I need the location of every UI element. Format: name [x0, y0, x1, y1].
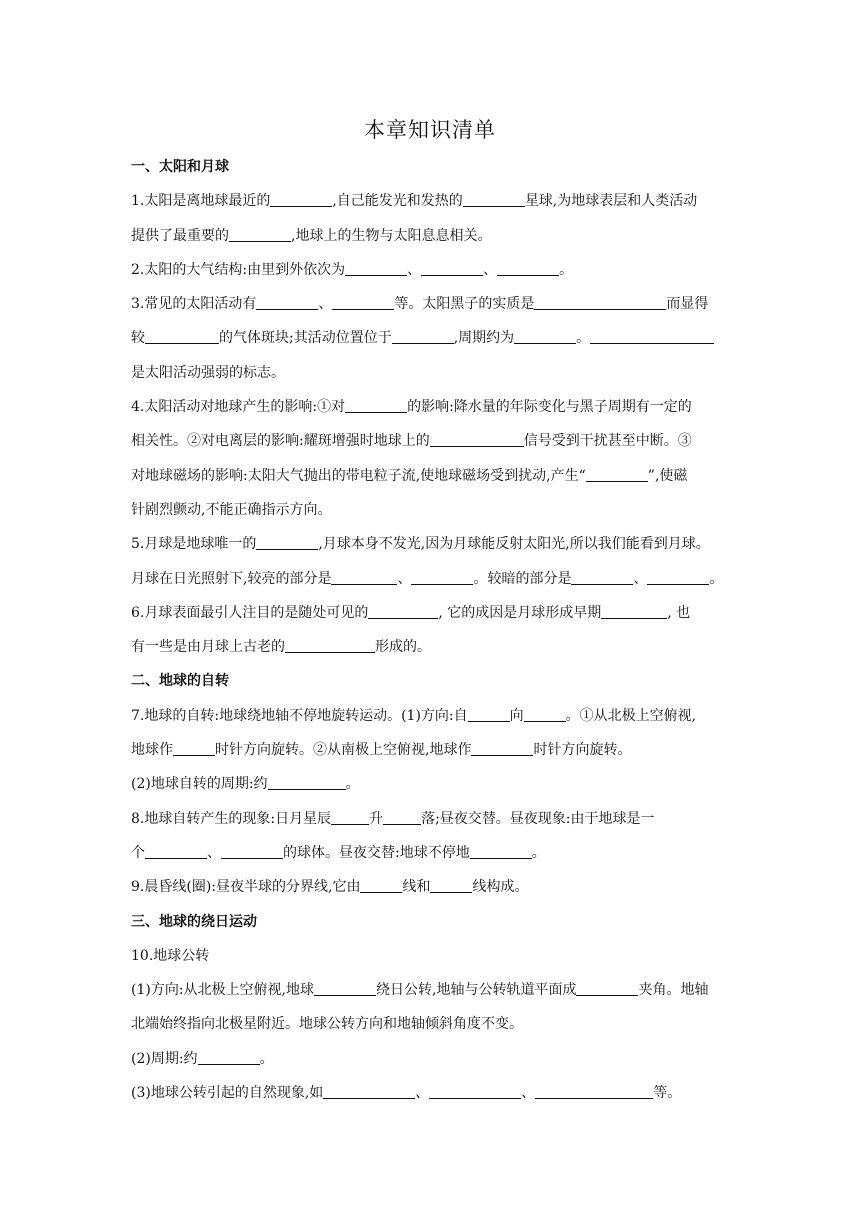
text-segment: 夹角。地轴: [638, 982, 709, 999]
text-line: [131, 562, 745, 596]
text-segment: 、: [415, 1085, 430, 1102]
text-line: [131, 253, 745, 287]
text-segment: 、: [633, 570, 648, 587]
fill-in-blank[interactable]: [383, 810, 421, 825]
text-segment: 线和: [402, 879, 431, 896]
text-line: [131, 493, 745, 527]
text-segment: 。: [576, 330, 591, 347]
text-segment: , 它的成因是月球形成早期: [438, 604, 602, 621]
text-line: [131, 733, 745, 767]
fill-in-blank[interactable]: [314, 981, 376, 996]
text-segment: 针剧烈颤动,不能正确指示方向。: [131, 501, 332, 518]
text-segment: 、: [207, 844, 221, 861]
text-segment: ”,使磁: [647, 467, 688, 484]
text-segment: 二、地球的自转: [131, 673, 229, 690]
text-segment: 地球作: [131, 742, 173, 759]
text-segment: 向: [509, 707, 524, 724]
fill-in-blank[interactable]: [360, 878, 402, 893]
fill-in-blank[interactable]: [463, 192, 525, 207]
text-segment: 。①从北极上空俯视,: [565, 707, 697, 724]
fill-in-blank[interactable]: [173, 741, 215, 756]
text-segment: 、: [397, 570, 412, 587]
fill-in-blank[interactable]: [471, 741, 533, 756]
fill-in-blank[interactable]: [392, 329, 454, 344]
text-segment: 的影响:降水量的年际变化与黑子周期有一定的: [407, 399, 692, 416]
text-segment: 10.地球公转: [131, 947, 210, 964]
fill-in-blank[interactable]: [368, 604, 438, 619]
fill-in-blank[interactable]: [470, 844, 532, 859]
text-segment: 的气体斑块;其活动位置位于: [219, 330, 392, 347]
text-segment: 。: [559, 261, 574, 278]
text-segment: 升: [369, 810, 384, 827]
fill-in-blank[interactable]: [198, 1050, 260, 1065]
text-segment: 时针方向旋转。②从南极上空俯视,地球作: [215, 742, 472, 759]
text-segment: 、: [521, 1085, 536, 1102]
fill-in-blank[interactable]: [256, 295, 318, 310]
knowledge-list: [131, 150, 745, 1110]
fill-in-blank[interactable]: [270, 192, 332, 207]
text-line: [131, 184, 745, 218]
text-segment: 、: [318, 296, 333, 313]
text-line: [131, 459, 745, 493]
fill-in-blank[interactable]: [430, 878, 472, 893]
text-line: [131, 767, 745, 801]
text-line: [131, 287, 745, 321]
text-line: [131, 939, 745, 973]
fill-in-blank[interactable]: [571, 570, 633, 585]
fill-in-blank[interactable]: [601, 604, 667, 619]
fill-in-blank[interactable]: [524, 707, 566, 722]
text-segment: 3.常见的太阳活动有: [131, 296, 257, 313]
text-line: [131, 973, 745, 1007]
text-segment: 等。太阳黑子的实质是: [394, 296, 535, 313]
text-segment: 时针方向旋转。: [533, 742, 632, 759]
text-segment: 1.太阳是离地球最近的: [131, 193, 271, 210]
fill-in-blank[interactable]: [590, 329, 714, 344]
text-segment: (3)地球公转引起的自然现象,如: [131, 1085, 324, 1102]
text-segment: 线构成。: [472, 879, 529, 896]
text-line: [131, 802, 745, 836]
text-segment: 7.地球的自转:地球绕地轴不停地旋转运动。(1)方向:自: [131, 707, 468, 724]
text-segment: 星球,为地球表层和人类活动: [524, 193, 698, 210]
text-line: [131, 699, 745, 733]
text-line: [131, 321, 745, 355]
text-line: [131, 1042, 745, 1076]
text-segment: 等。: [653, 1085, 682, 1102]
fill-in-blank[interactable]: [332, 295, 394, 310]
fill-in-blank[interactable]: [514, 329, 576, 344]
text-segment: 三、地球的绕日运动: [131, 913, 257, 930]
text-segment: 信号受到干扰甚至中断。③: [523, 433, 692, 450]
fill-in-blank[interactable]: [331, 570, 397, 585]
text-segment: (1)方向:从北极上空俯视,地球: [131, 982, 314, 999]
text-line: [131, 424, 745, 458]
fill-in-blank[interactable]: [468, 707, 510, 722]
text-segment: 8.地球自转产生的现象:日月星辰: [131, 810, 332, 827]
text-segment: (2)周期:约: [131, 1050, 198, 1067]
text-segment: ,月球本身不发光,因为月球能反射太阳光,所以我们能看到月球。: [318, 536, 710, 553]
page-title: 本章知识清单: [364, 118, 496, 142]
fill-in-blank[interactable]: [268, 775, 346, 790]
text-segment: 。: [345, 776, 360, 793]
text-segment: 月球在日光照射下,较亮的部分是: [131, 570, 332, 587]
section-heading: [131, 905, 745, 939]
fill-in-blank[interactable]: [411, 570, 473, 585]
text-segment: 有一些是由月球上古老的: [131, 639, 285, 656]
fill-in-blank[interactable]: [534, 295, 666, 310]
fill-in-blank[interactable]: [145, 329, 219, 344]
text-segment: ,周期约为: [453, 330, 515, 347]
fill-in-blank[interactable]: [497, 261, 559, 276]
text-segment: , 也: [667, 604, 691, 621]
fill-in-blank[interactable]: [221, 844, 283, 859]
text-line: [131, 630, 745, 664]
text-segment: 对地球磁场的影响:太阳大气抛出的带电粒子流,使地球磁场受到扰动,产生“: [131, 467, 586, 484]
fill-in-blank[interactable]: [323, 1084, 415, 1099]
text-segment: (2)地球自转的周期:约: [131, 776, 268, 793]
text-segment: 。: [709, 570, 724, 587]
text-segment: 。较暗的部分是: [473, 570, 572, 587]
text-line: [131, 390, 745, 424]
fill-in-blank[interactable]: [229, 227, 291, 242]
fill-in-blank[interactable]: [256, 535, 318, 550]
text-line: [131, 1076, 745, 1110]
text-segment: 形成的。: [375, 639, 431, 656]
text-segment: 提供了最重要的: [131, 227, 229, 244]
fill-in-blank[interactable]: [421, 261, 483, 276]
text-segment: 一、太阳和月球: [131, 159, 229, 175]
fill-in-blank[interactable]: [576, 981, 638, 996]
fill-in-blank[interactable]: [285, 638, 375, 653]
fill-in-blank[interactable]: [429, 1084, 521, 1099]
fill-in-blank[interactable]: [331, 810, 369, 825]
text-segment: 绕日公转,地轴与公转轨道平面成: [376, 982, 577, 999]
text-segment: 、: [407, 261, 422, 278]
fill-in-blank[interactable]: [586, 467, 648, 482]
text-segment: ,自己能发光和发热的: [332, 193, 463, 210]
text-segment: 较: [131, 330, 145, 347]
text-segment: 2.太阳的大气结构:由里到外依次为: [131, 261, 346, 278]
text-line: [131, 870, 745, 904]
text-segment: 、: [483, 261, 498, 278]
text-line: [131, 596, 745, 630]
fill-in-blank[interactable]: [345, 261, 407, 276]
fill-in-blank[interactable]: [647, 570, 709, 585]
text-segment: 。: [531, 844, 546, 861]
text-segment: 是太阳活动强弱的标志。: [131, 364, 285, 381]
fill-in-blank[interactable]: [345, 398, 407, 413]
fill-in-blank[interactable]: [145, 844, 207, 859]
text-line: [131, 527, 745, 561]
text-segment: 9.晨昏线(圈):昼夜半球的分界线,它由: [131, 879, 361, 896]
text-line: [131, 1007, 745, 1041]
text-line: [131, 219, 745, 253]
section-heading: [131, 664, 745, 698]
text-segment: ,地球上的生物与太阳息息相关。: [291, 227, 492, 244]
text-line: [131, 356, 745, 390]
text-segment: 6.月球表面最引人注目的是随处可见的: [131, 604, 369, 621]
text-segment: 落;昼夜交替。昼夜现象:由于地球是一: [421, 810, 655, 827]
text-segment: 4.太阳活动对地球产生的影响:①对: [131, 399, 346, 416]
text-segment: 5.月球是地球唯一的: [131, 536, 257, 553]
text-segment: 而显得: [666, 296, 709, 313]
text-line: [131, 836, 745, 870]
text-segment: 。: [259, 1050, 274, 1067]
text-segment: 的球体。昼夜交替:地球不停地: [283, 844, 470, 861]
section-heading: [131, 150, 745, 184]
fill-in-blank[interactable]: [535, 1084, 653, 1099]
text-segment: 相关性。②对电离层的影响:耀斑增强时地球上的: [131, 433, 430, 450]
fill-in-blank[interactable]: [430, 432, 524, 447]
text-segment: 北端始终指向北极星附近。地球公转方向和地轴倾斜角度不变。: [131, 1016, 523, 1033]
text-segment: 个: [131, 844, 145, 861]
